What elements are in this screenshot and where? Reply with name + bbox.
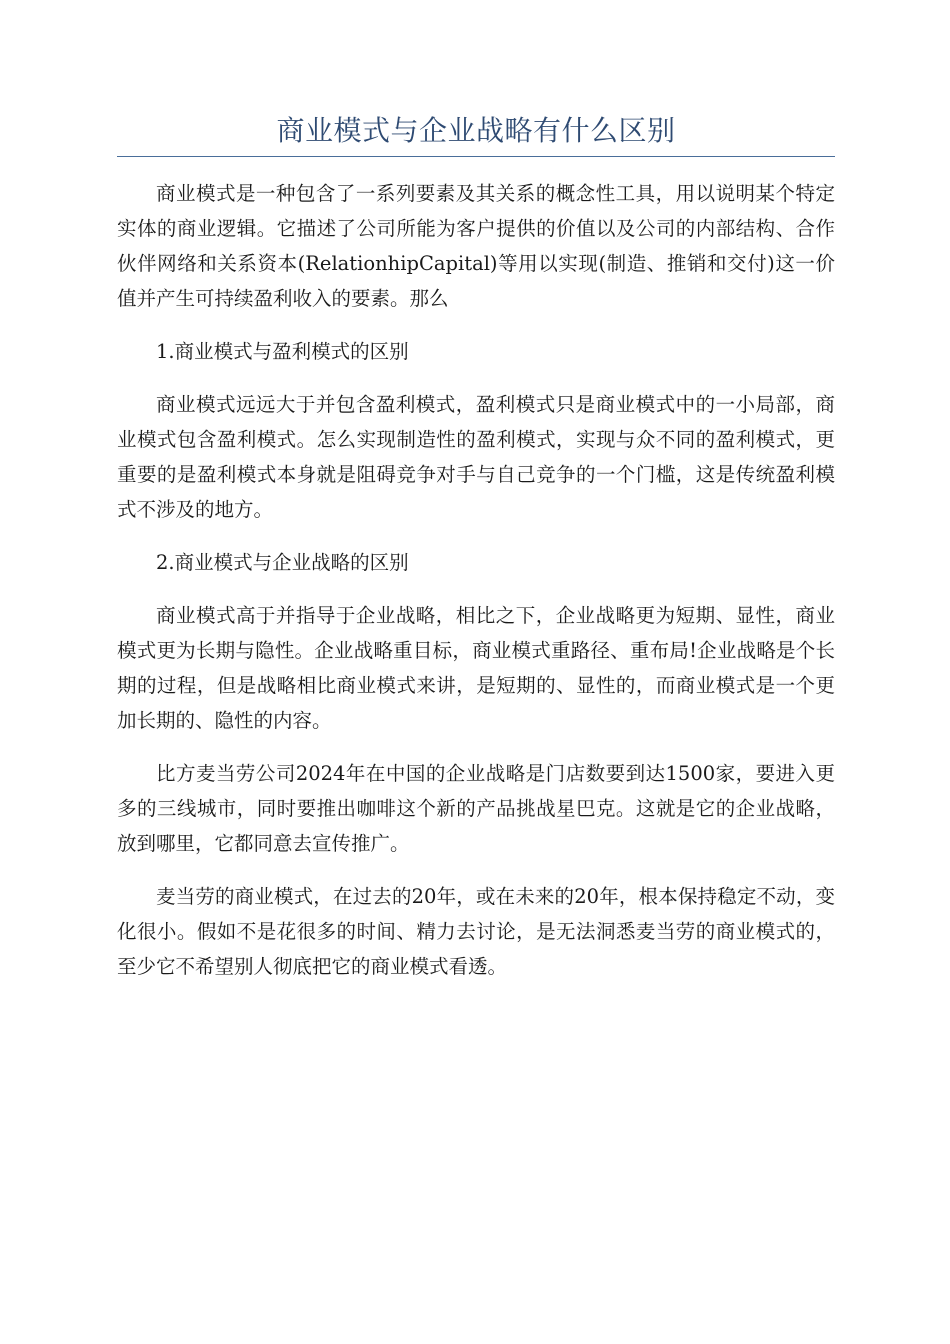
section-1-paragraph: 商业模式远远大于并包含盈利模式，盈利模式只是商业模式中的一小局部，商业模式包含盈利模式。怎么实现制造性的盈利模式，实现与众不同的盈利模式，更重要的是盈利模式本身就是阻碍竞争对手与自己竞争的一个门槛，这是传统盈利模式不涉及的地方。 bbox=[117, 393, 835, 521]
mcdonalds-strategy-paragraph: 比方麦当劳公司2024年在中国的企业战略是门店数要到达1500家，要进入更多的三线城市，同时要推出咖啡这个新的产品挑战星巴克。这就是它的企业战略，放到哪里，它都同意去宣传推广。 bbox=[117, 762, 835, 855]
section-2-paragraph: 商业模式高于并指导于企业战略，相比之下，企业战略更为短期、显性，商业模式更为长期与隐性。企业战略重目标，商业模式重路径、重布局!企业战略是个长期的过程，但是战略相比商业模式来讲，是短期的、显性的，而商业模式是一个更加长期的、隐性的内容。 bbox=[117, 604, 835, 732]
title-block bbox=[117, 112, 835, 157]
document-body bbox=[117, 176, 835, 1002]
mcdonalds-model-paragraph: 麦当劳的商业模式，在过去的20年，或在未来的20年，根本保持稳定不动，变化很小。假如不是花很多的时间、精力去讨论，是无法洞悉麦当劳的商业模式的，至少它不希望别人彻底把它的商业模式看透。 bbox=[117, 885, 835, 978]
intro-paragraph: 商业模式是一种包含了一系列要素及其关系的概念性工具，用以说明某个特定实体的商业逻辑。它描述了公司所能为客户提供的价值以及公司的内部结构、合作伙伴网络和关系资本(RelationhipCapital)等用以实现(制造、推销和交付)这一价值并产生可持续盈利收入的要素。那么 bbox=[117, 182, 835, 310]
section-heading-2: 2.商业模式与企业战略的区别 bbox=[156, 551, 409, 574]
page-title: 商业模式与企业战略有什么区别 bbox=[276, 114, 676, 147]
section-heading-1: 1.商业模式与盈利模式的区别 bbox=[156, 340, 409, 363]
